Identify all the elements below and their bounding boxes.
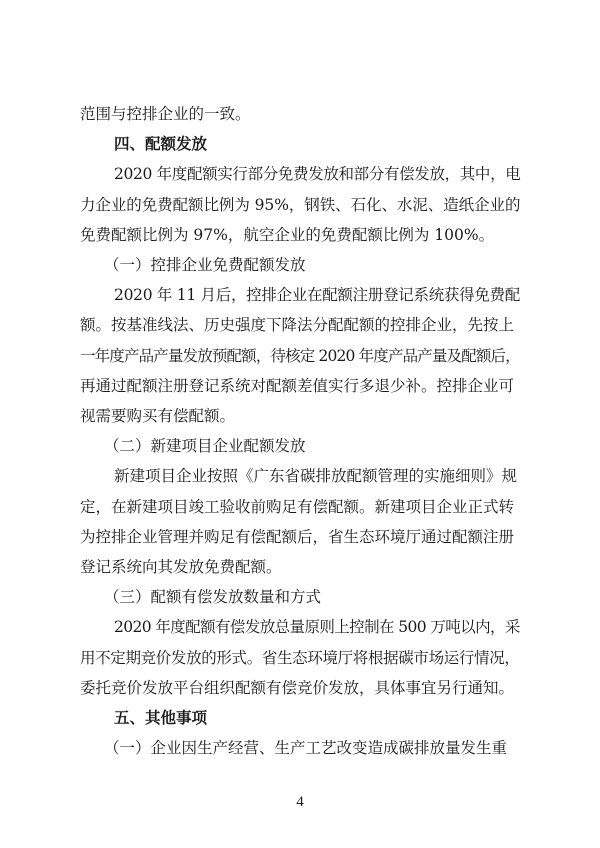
- body-text-line: 登记系统向其发放免费配额。: [80, 558, 282, 576]
- body-text-line: 范围与控排企业的一致。: [80, 105, 251, 123]
- body-text-line: 委托竞价发放平台组织配额有偿竞价发放，具体事宜另行通知。: [80, 678, 515, 697]
- section-heading: 五、其他事项: [114, 709, 208, 727]
- body-text-line: 一年度产品产量发放预配额，待核定 2020 年度产品产量及配额后，: [80, 346, 520, 365]
- body-text-line: （一）企业因生产经营、生产工艺改变造成碳排放量发生重: [104, 739, 508, 758]
- body-text-line: 定，在新建项目竣工验收前购足有偿配额。新建项目企业正式转: [80, 497, 515, 516]
- subsection-heading: （三）配额有偿发放数量和方式: [104, 588, 322, 607]
- body-text-line: 2020 年度配额有偿发放总量原则上控制在 500 万吨以内，采: [114, 618, 520, 637]
- page-number: 4: [296, 794, 304, 811]
- body-text-line: 免费配额比例为 97%，航空企业的免费配额比例为 100%。: [80, 225, 495, 244]
- body-text-line: 用不定期竞价发放的形式。省生态环境厅将根据碳市场运行情况，: [80, 648, 520, 667]
- body-text-line: 2020 年度配额实行部分免费发放和部分有偿发放，其中，电: [114, 165, 521, 184]
- body-text-line: 再通过配额注册登记系统对配额差值实行多退少补。控排企业可: [80, 376, 515, 395]
- body-text-line: 新建项目企业按照《广东省碳排放配额管理的实施细则》规: [114, 467, 518, 486]
- body-text-line: 力企业的免费配额比例为 95%，钢铁、石化、水泥、造纸企业的: [80, 195, 521, 214]
- subsection-heading: （二）新建项目企业配额发放: [104, 437, 306, 456]
- body-text-line: 2020 年 11 月后，控排企业在配额注册登记系统获得免费配: [114, 286, 520, 305]
- body-text-line: 额。按基准线法、历史强度下降法分配配额的控排企业，先按上: [80, 316, 515, 335]
- section-heading: 四、配额发放: [114, 135, 208, 154]
- body-text-line: 为控排企业管理并购足有偿配额后，省生态环境厅通过配额注册: [80, 527, 515, 546]
- subsection-heading: （一）控排企业免费配额发放: [104, 256, 306, 274]
- body-text-line: 视需要购买有偿配额。: [80, 407, 236, 425]
